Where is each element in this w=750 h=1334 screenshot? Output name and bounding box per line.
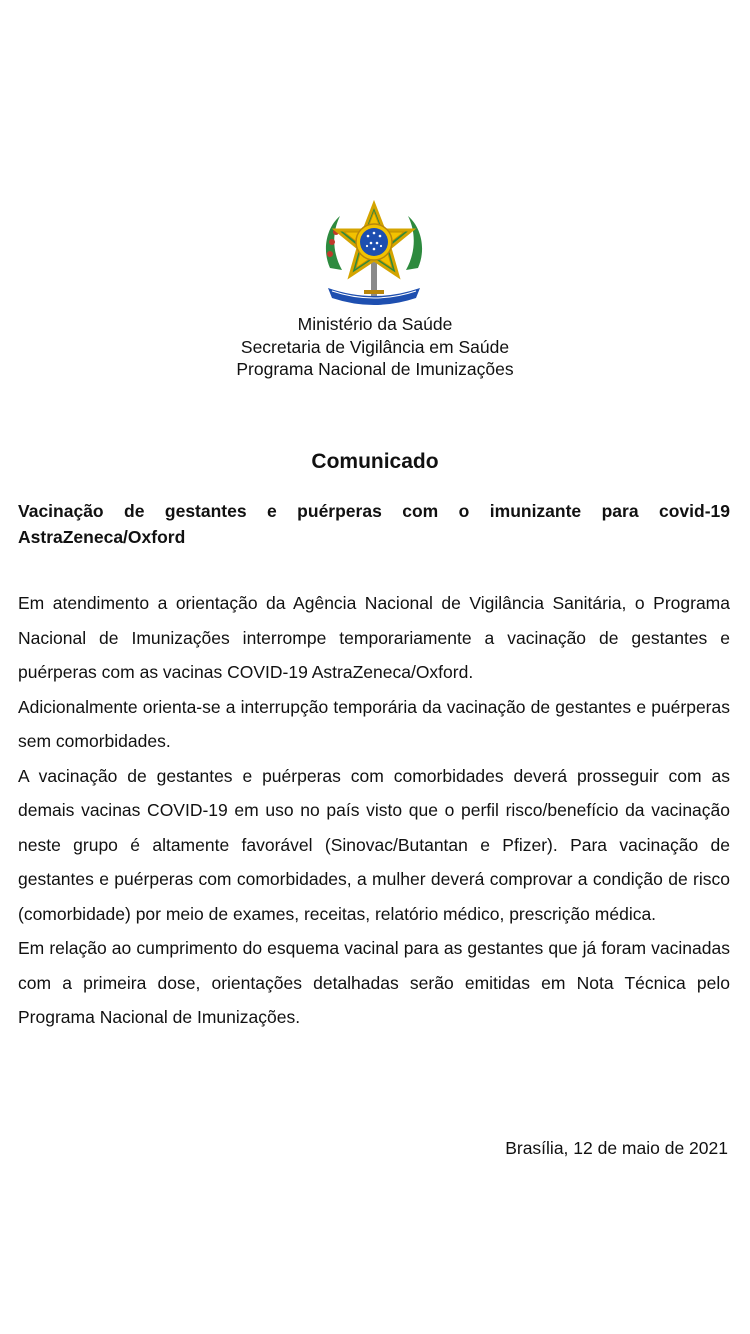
document-date: Brasília, 12 de maio de 2021 [505,1138,728,1158]
document-body [18,586,730,1035]
body-paragraph: Adicionalmente orienta-se a interrupção temporária da vacinação de gestantes e puérperas sem comorbidades. [18,696,730,751]
program-name: Programa Nacional de Imunizações [236,359,514,379]
document-title: Comunicado [311,450,439,473]
coat-of-arms-icon [318,198,430,310]
coat-of-arms-emblem [318,198,430,310]
body-paragraph: Em relação ao cumprimento do esquema vacinal para as gestantes que já foram vacinadas com a primeira dose, orientações detalhadas serão emitidas em Nota Técnica pelo Programa Nacional de Imunizações. [18,938,730,1027]
secretariat-name: Secretaria de Vigilância em Saúde [240,336,510,357]
body-paragraph: A vacinação de gestantes e puérperas com comorbidades deverá prosseguir com as demais vacinas COVID-19 em uso no país visto que o perfil risco/benefício da vacinação neste grupo é altamente favorável (Sinovac/Butantan e Pfizer). Para vacinação de gestantes e puérperas com comorbidades, a mulher deverá comprovar a condição de risco (comorbidade) por meio de exames, receitas, relatório médico, prescrição médica. [18,765,730,924]
ministry-name: Ministério da Saúde [297,314,453,334]
document-subject: Vacinação de gestantes e puérperas com o imunizante para covid-19 AstraZeneca/Oxford [18,501,730,547]
body-paragraph: Em atendimento a orientação da Agência Nacional de Vigilância Sanitária, o Programa Nacional de Imunizações interrompe temporariamente a vacinação de gestantes e puérperas com as vacinas COVID-19 AstraZeneca/Oxford. [18,593,730,682]
institution-header [0,313,750,381]
